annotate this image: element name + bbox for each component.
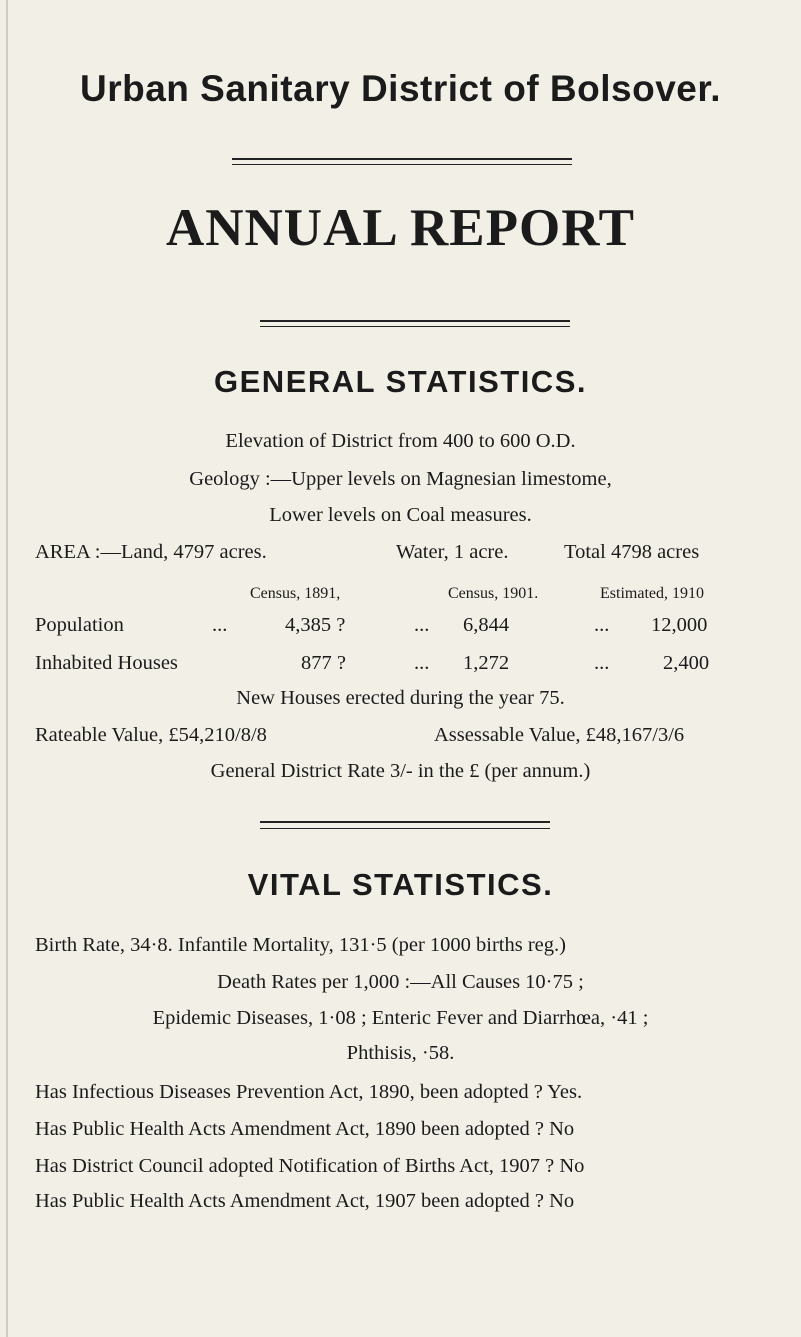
district-title: Urban Sanitary District of Bolsover. [79,68,721,109]
divider-rule [260,326,570,327]
table-cell: 12,000 [651,614,708,636]
table-row-label: Inhabited Houses [35,652,178,674]
divider-rule [232,164,572,165]
phthisis-line: Phthisis, ·58. [346,1042,455,1064]
table-cell: 877 ? [301,652,346,674]
geology-line-1: Geology :—Upper levels on Magnesian limestome, [189,468,612,490]
table-cell: 6,844 [463,614,510,636]
divider-rule [260,828,550,829]
table-leader: ... [414,652,430,674]
divider-rule [232,158,572,160]
new-houses-line: New Houses erected during the year 75. [236,687,565,709]
area-land: AREA :—Land, 4797 acres. [35,541,267,563]
column-header: Census, 1901. [448,585,539,602]
table-cell: 4,385 ? [285,614,346,636]
table-leader: ... [594,614,610,636]
table-cell: 1,272 [463,652,510,674]
question-line: Has Infectious Diseases Prevention Act, 1890, been adopted ? Yes. [35,1081,583,1103]
column-header: Estimated, 1910 [600,585,704,602]
report-subtitle: ANNUAL REPORT [165,199,636,257]
divider-rule [260,821,550,823]
assessable-value: Assessable Value, £48,167/3/6 [434,724,685,746]
divider-rule [260,320,570,322]
vital-statistics-heading: VITAL STATISTICS. [247,867,554,902]
table-leader: ... [212,614,228,636]
death-rates-line: Death Rates per 1,000 :—All Causes 10·75 ; [217,971,584,993]
area-total: Total 4798 acres [564,541,700,563]
general-statistics-heading: GENERAL STATISTICS. [214,364,587,399]
district-rate-line: General District Rate 3/- in the £ (per annum.) [210,760,591,782]
elevation-line: Elevation of District from 400 to 600 O.D. [225,430,576,452]
epidemic-line: Epidemic Diseases, 1·08 ; Enteric Fever and Diarrhœa, ·41 ; [152,1007,649,1029]
question-line: Has District Council adopted Notification of Births Act, 1907 ? No [35,1155,585,1177]
area-water: Water, 1 acre. [396,541,509,563]
table-leader: ... [594,652,610,674]
table-cell: 2,400 [663,652,710,674]
table-row-label: Population [35,614,124,636]
question-line: Has Public Health Acts Amendment Act, 1907 been adopted ? No [35,1190,575,1212]
rateable-value: Rateable Value, £54,210/8/8 [35,724,267,746]
question-line: Has Public Health Acts Amendment Act, 1890 been adopted ? No [35,1118,575,1140]
birth-rate-line: Birth Rate, 34·8. Infantile Mortality, 131·5 (per 1000 births reg.) [35,934,566,956]
column-header: Census, 1891, [250,585,341,602]
geology-line-2: Lower levels on Coal measures. [269,504,532,526]
table-leader: ... [414,614,430,636]
